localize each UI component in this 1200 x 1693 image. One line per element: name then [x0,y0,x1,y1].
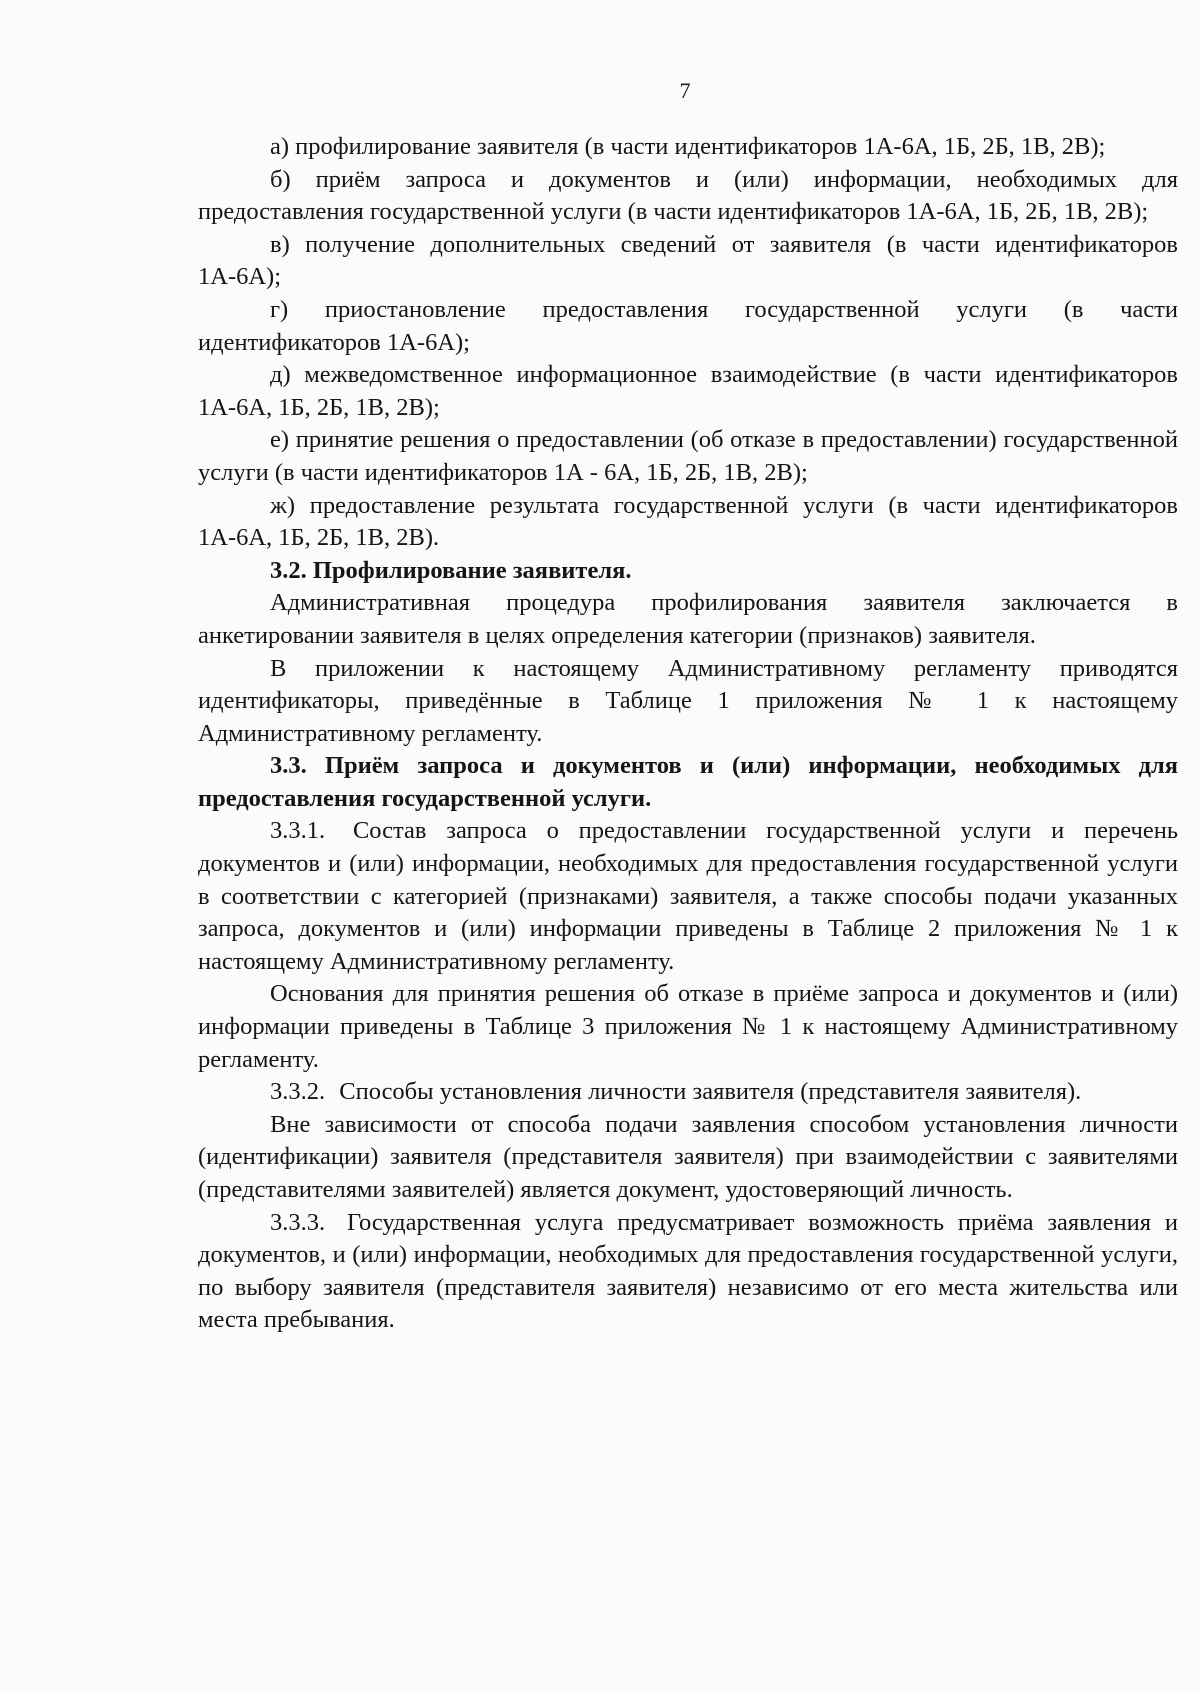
list-item-prefix: е) [270,426,290,454]
list-item-text: межведомственное информационное взаимодействие (в части идентификаторов 1А-6А, 1Б, 2Б, 1В, 2В); [198,361,1178,421]
list-item-text: профилирование заявителя (в части идентификаторов 1А-6А, 1Б, 2Б, 1В, 2В); [295,133,1106,160]
list-item-text: принятие решения о предоставлении (об отказе в предоставлении) государственной услуги (в части идентификаторов 1А - 6А, 1Б, 2Б, 1В, 2В); [198,426,1178,486]
list-item-text: приостановление предоставления государственной услуги (в части идентификаторов 1А-6А); [198,295,1178,356]
clause-number: 3.3.3. [270,1208,326,1236]
section-3-2-paragraph-2: В приложении к настоящему Административному регламенту приводятся идентификаторы, приведённые в Таблице 1 приложения № 1 к настоящему Административному регламенту. [198,654,1178,747]
clause-text: Государственная услуга предусматривает возможность приёма заявления и документов, и (или) информации, необходимых для предоставления государственной услуги, по выбору заявителя (представителя заявителя) независимо от его места жительства или места пребывания. [198,1208,1178,1334]
list-item-g [198,294,1178,359]
clause-3-3-3 [198,1207,1178,1337]
clause-3-3-1 [198,815,1178,978]
clause-3-3-2 [198,1076,1178,1109]
clause-text: Способы установления личности заявителя (представителя заявителя). [339,1078,1082,1106]
clause-number: 3.3.2. [270,1078,326,1106]
list-item-d [198,359,1178,424]
page-number: 7 [679,78,691,103]
list-item-e [198,424,1178,489]
refusal-grounds-paragraph: Основания для принятия решения об отказе в приёме запроса и документов и (или) информации приведены в Таблице 3 приложения № 1 к настоящему Административному регламенту. [198,980,1178,1073]
list-item-zh [198,490,1178,555]
list-item-text: предоставление результата государственной услуги (в части идентификаторов 1А-6А, 1Б, 2Б, 1В, 2В). [198,491,1179,552]
list-item-text: приём запроса и документов и (или) информации, необходимых для предоставления государственной услуги (в части идентификаторов 1А-6А, 1Б, 2Б, 1В, 2В); [198,165,1178,226]
identity-paragraph: Вне зависимости от способа подачи заявления способом установления личности (идентификации) заявителя (представителя заявителя) при взаимодействии с заявителями (представителями заявителей) является документ, удостоверяющий личность. [198,1110,1178,1203]
section-3-3-heading: 3.3. Приём запроса и документов и (или) информации, необходимых для предоставления государственной услуги. [198,752,1178,812]
list-item-prefix: в) [270,230,290,258]
list-item-prefix: ж) [270,491,296,519]
list-item-prefix: а) [270,133,290,160]
list-item-text: получение дополнительных сведений от заявителя (в части идентификаторов 1А-6А); [198,230,1178,291]
section-3-2-paragraph-1: Административная процедура профилирования заявителя заключается в анкетировании заявителя в целях определения категории (признаков) заявителя. [198,589,1178,649]
document-body [198,131,1178,1337]
section-3-2-heading: 3.2. Профилирование заявителя. [270,556,632,584]
list-item-a [198,131,1178,164]
list-item-prefix: д) [270,361,291,389]
list-item-v [198,229,1178,294]
clause-text: Состав запроса о предоставлении государственной услуги и перечень документов и (или) информации, необходимых для предоставления государственной услуги в соответствии с категорией (признаками) заявителя, а также способы подачи указанных запроса, документов и (или) информации приведены в Таблице 2 приложения № 1 к настоящему Административному регламенту. [198,817,1178,975]
list-item-prefix: б) [270,165,291,193]
list-item-b [198,164,1178,229]
list-item-prefix: г) [270,295,289,323]
clause-number: 3.3.1. [270,817,326,845]
